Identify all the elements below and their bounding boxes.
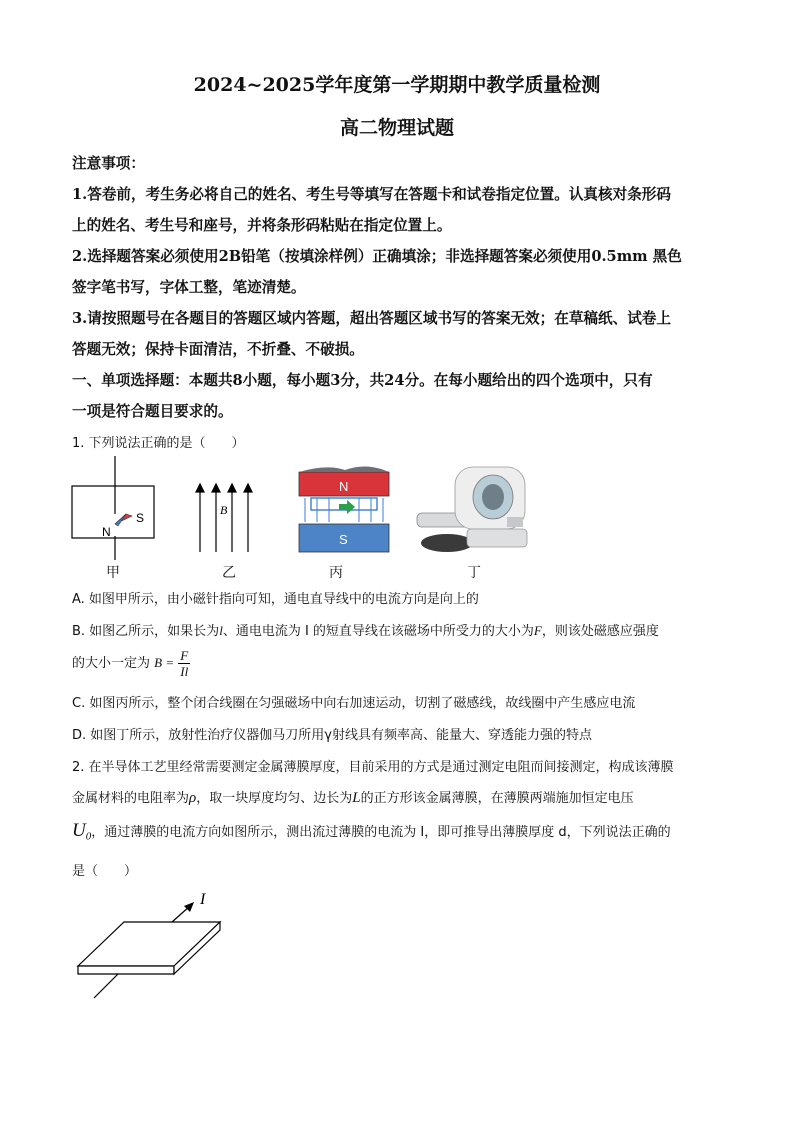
q1-option-c: C. 如图丙所示，整个闭合线圈在匀强磁场中向右加速运动，切割了磁感线，故线圈中产生感应电流 — [72, 696, 636, 711]
q2-line3 — [72, 820, 671, 843]
field-arrow — [244, 484, 252, 492]
label-current-i: I — [200, 891, 206, 908]
q2-line2-a: 金属材料的电阻率为 — [72, 791, 190, 806]
q1-option-b-line1 — [72, 620, 659, 639]
motion-arrow — [339, 500, 355, 514]
section-1-heading-b: 一项是符合题目要求的。 — [72, 403, 233, 420]
figure-yi — [190, 482, 260, 554]
exam-title: 2024~2025学年度第一学期期中教学质量检测 — [193, 74, 601, 96]
q2-line4: 是（ ） — [72, 864, 138, 879]
caption-yi: 乙 — [222, 565, 236, 581]
machine-bore-inner — [482, 484, 504, 510]
magnet-s-label: S — [339, 532, 348, 547]
figure-jia — [70, 456, 158, 562]
notes-heading: 注意事项： — [72, 155, 145, 172]
var-f: F — [533, 623, 542, 638]
q1-option-d: D. 如图丁所示，放射性治疗仪器伽马刀所用γ射线具有频率高、能量大、穿透能力强的特点 — [72, 728, 592, 743]
caption-jia: 甲 — [106, 565, 120, 581]
q2-line2-b: ，取一块厚度均匀、边长为 — [196, 791, 353, 806]
var-l: l — [219, 623, 223, 638]
q2-line2-c: 的正方形该金属薄膜，在薄膜两端施加恒定电压 — [360, 791, 634, 806]
figure-q2-film — [72, 886, 232, 1004]
q1-option-b-text3: ，则该处磁感应强度 — [541, 624, 659, 639]
q1-option-b-text2: 、通电电流为 I 的短直导线在该磁场中所受力的大小为 — [222, 624, 534, 639]
formula-denominator: Il — [180, 664, 189, 679]
q1-stem: 1. 下列说法正确的是（ ） — [72, 436, 245, 451]
field-arrow — [228, 484, 236, 492]
section-1-heading-a: 一、单项选择题：本题共8小题，每小题3分，共24分。在每小题给出的四个选项中，只有 — [72, 372, 653, 389]
compass-needle-blue — [115, 514, 126, 526]
figure-bing — [297, 458, 393, 556]
machine-foot — [467, 529, 527, 547]
note-3b: 答题无效；保持卡面清洁，不折叠、不破损。 — [72, 341, 364, 358]
q2-line1: 2. 在半导体工艺里经常需要测定金属薄膜厚度，目前采用的方式是通过测定电阻而间接测定，构成该薄膜 — [72, 760, 674, 775]
label-n: N — [102, 525, 111, 539]
q1-option-b-text4: 的大小一定为 — [72, 656, 151, 671]
note-2b: 签字笔书写，字体工整，笔迹清楚。 — [72, 279, 306, 296]
label-s: S — [136, 511, 145, 525]
note-1a: 1.答卷前，考生务必将自己的姓名、考生号等填写在答题卡和试卷指定位置。认真核对条形码 — [72, 186, 671, 203]
note-1b: 上的姓名、考生号和座号，并将条形码粘贴在指定位置上。 — [72, 217, 452, 234]
var-rho: ρ — [189, 790, 197, 806]
figure-ding-gamma-knife — [407, 457, 535, 555]
q1-option-b-line2 — [72, 648, 190, 679]
label-b: B — [220, 503, 228, 517]
field-arrow — [212, 484, 220, 492]
north-magnet-top — [299, 466, 389, 472]
exam-subtitle: 高二物理试题 — [339, 117, 454, 139]
film-front-edge — [78, 966, 174, 974]
q2-line2 — [72, 787, 634, 807]
field-arrow — [196, 484, 204, 492]
q2-line3-text: ，通过薄膜的电流方向如图所示，测出流过薄膜的电流为 I，即可推导出薄膜厚度 d，下列说法正确的 — [91, 825, 671, 840]
current-in-line — [94, 974, 118, 998]
var-L: L — [352, 790, 361, 806]
q1-option-b-text1: B. 如图乙所示，如果长为 — [72, 624, 220, 639]
machine-panel — [507, 517, 523, 527]
formula-numerator: F — [180, 648, 189, 663]
var-u0-sub: 0 — [85, 830, 92, 843]
note-2a: 2.选择题答案必须使用2B铅笔（按填涂样例）正确填涂；非选择题答案必须使用0.5mm 黑色 — [72, 248, 682, 265]
caption-ding: 丁 — [467, 565, 481, 581]
var-u0: U — [72, 820, 86, 841]
formula-lhs: B = — [154, 655, 175, 670]
note-3a: 3.请按照题号在各题目的答题区域内答题，超出答题区域书写的答案无效；在草稿纸、试卷上 — [72, 310, 671, 327]
magnet-n-label: N — [339, 479, 349, 494]
q1-option-a: A. 如图甲所示，由小磁针指向可知，通电直导线中的电流方向是向上的 — [72, 592, 479, 607]
machine-base — [421, 534, 473, 552]
caption-bing: 丙 — [329, 565, 343, 581]
formula-fraction — [178, 648, 190, 679]
